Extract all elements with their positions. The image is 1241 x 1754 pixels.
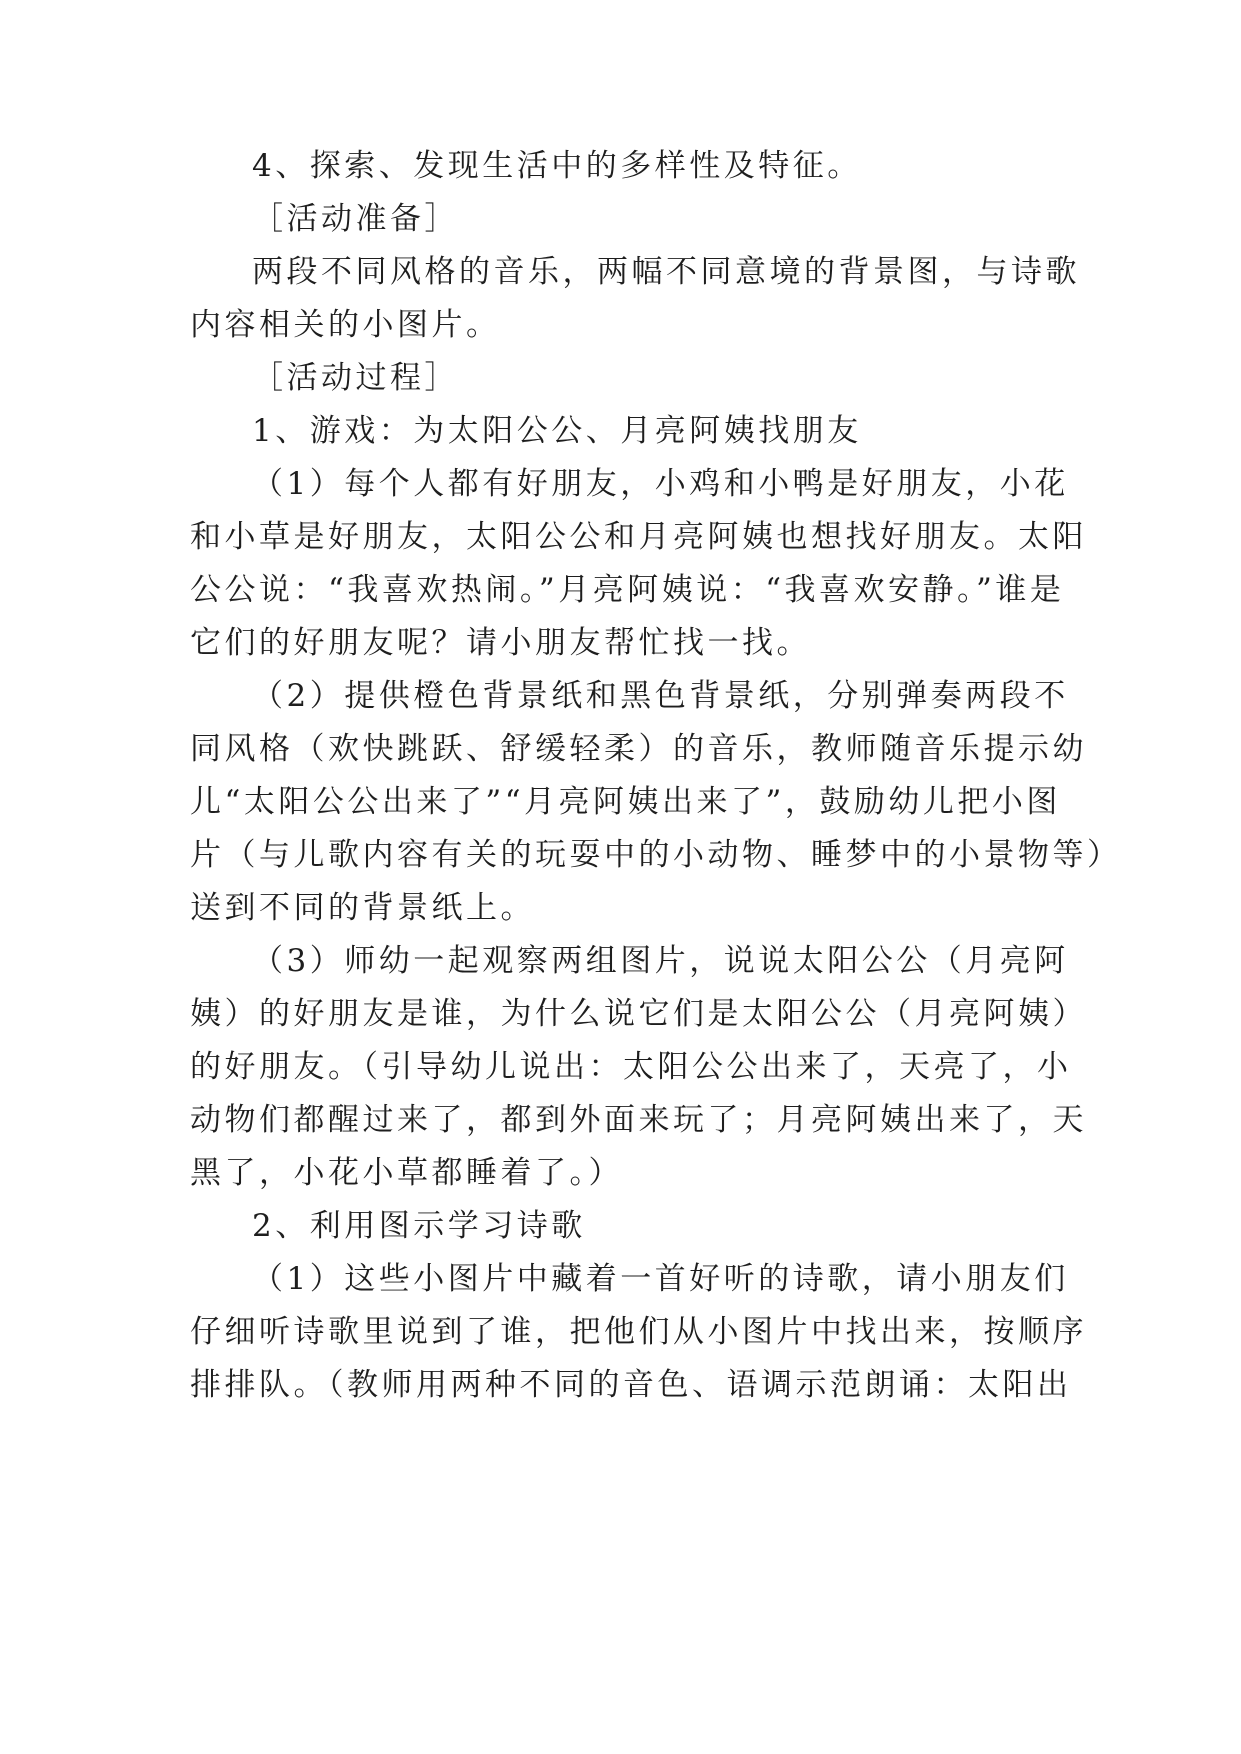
step-heading-1: 1、游戏：为太阳公公、月亮阿姨找朋友 xyxy=(252,413,862,449)
paragraph-line: 它们的好朋友呢？请小朋友帮忙找一找。 xyxy=(190,625,811,661)
paragraph-line: 仔细听诗歌里说到了谁，把他们从小图片中找出来，按顺序 xyxy=(190,1314,1087,1350)
paragraph-line: 和小草是好朋友，太阳公公和月亮阿姨也想找好朋友。太阳 xyxy=(190,519,1087,555)
paragraph-line: 的好朋友。（引导幼儿说出：太阳公公出来了，天亮了，小 xyxy=(190,1049,1072,1085)
paragraph-line: 儿“太阳公公出来了”“月亮阿姨出来了”，鼓励幼儿把小图 xyxy=(190,784,1061,820)
paragraph-line: 黑了，小花小草都睡着了。） xyxy=(190,1155,623,1191)
paragraph-line: 内容相关的小图片。 xyxy=(190,307,501,343)
section-heading-preparation: ［活动准备］ xyxy=(252,201,459,237)
paragraph-line: 两段不同风格的音乐，两幅不同意境的背景图，与诗歌 xyxy=(252,254,1080,290)
objective-4: 4、探索、发现生活中的多样性及特征。 xyxy=(252,148,862,184)
paragraph-line: （1）这些小图片中藏着一首好听的诗歌，请小朋友们 xyxy=(252,1261,1069,1297)
paragraph-line: 公公说：“我喜欢热闹。”月亮阿姨说：“我喜欢安静。”谁是 xyxy=(190,572,1065,608)
section-heading-process: ［活动过程］ xyxy=(252,360,459,396)
paragraph-line: （1）每个人都有好朋友，小鸡和小鸭是好朋友，小花 xyxy=(252,466,1069,502)
paragraph-line: 送到不同的背景纸上。 xyxy=(190,890,535,926)
paragraph-line: （2）提供橙色背景纸和黑色背景纸，分别弹奏两段不 xyxy=(252,678,1069,714)
paragraph-line: 动物们都醒过来了，都到外面来玩了；月亮阿姨出来了，天 xyxy=(190,1102,1087,1138)
paragraph-line: 同风格（欢快跳跃、舒缓轻柔）的音乐，教师随音乐提示幼 xyxy=(190,731,1087,767)
paragraph-line: 排排队。（教师用两种不同的音色、语调示范朗诵：太阳出 xyxy=(190,1367,1072,1403)
paragraph-line: （3）师幼一起观察两组图片，说说太阳公公（月亮阿 xyxy=(252,943,1069,979)
paragraph-line: 姨）的好朋友是谁，为什么说它们是太阳公公（月亮阿姨） xyxy=(190,996,1087,1032)
paragraph-line: 片（与儿歌内容有关的玩耍中的小动物、睡梦中的小景物等） xyxy=(190,837,1122,873)
step-heading-2: 2、利用图示学习诗歌 xyxy=(252,1208,586,1244)
